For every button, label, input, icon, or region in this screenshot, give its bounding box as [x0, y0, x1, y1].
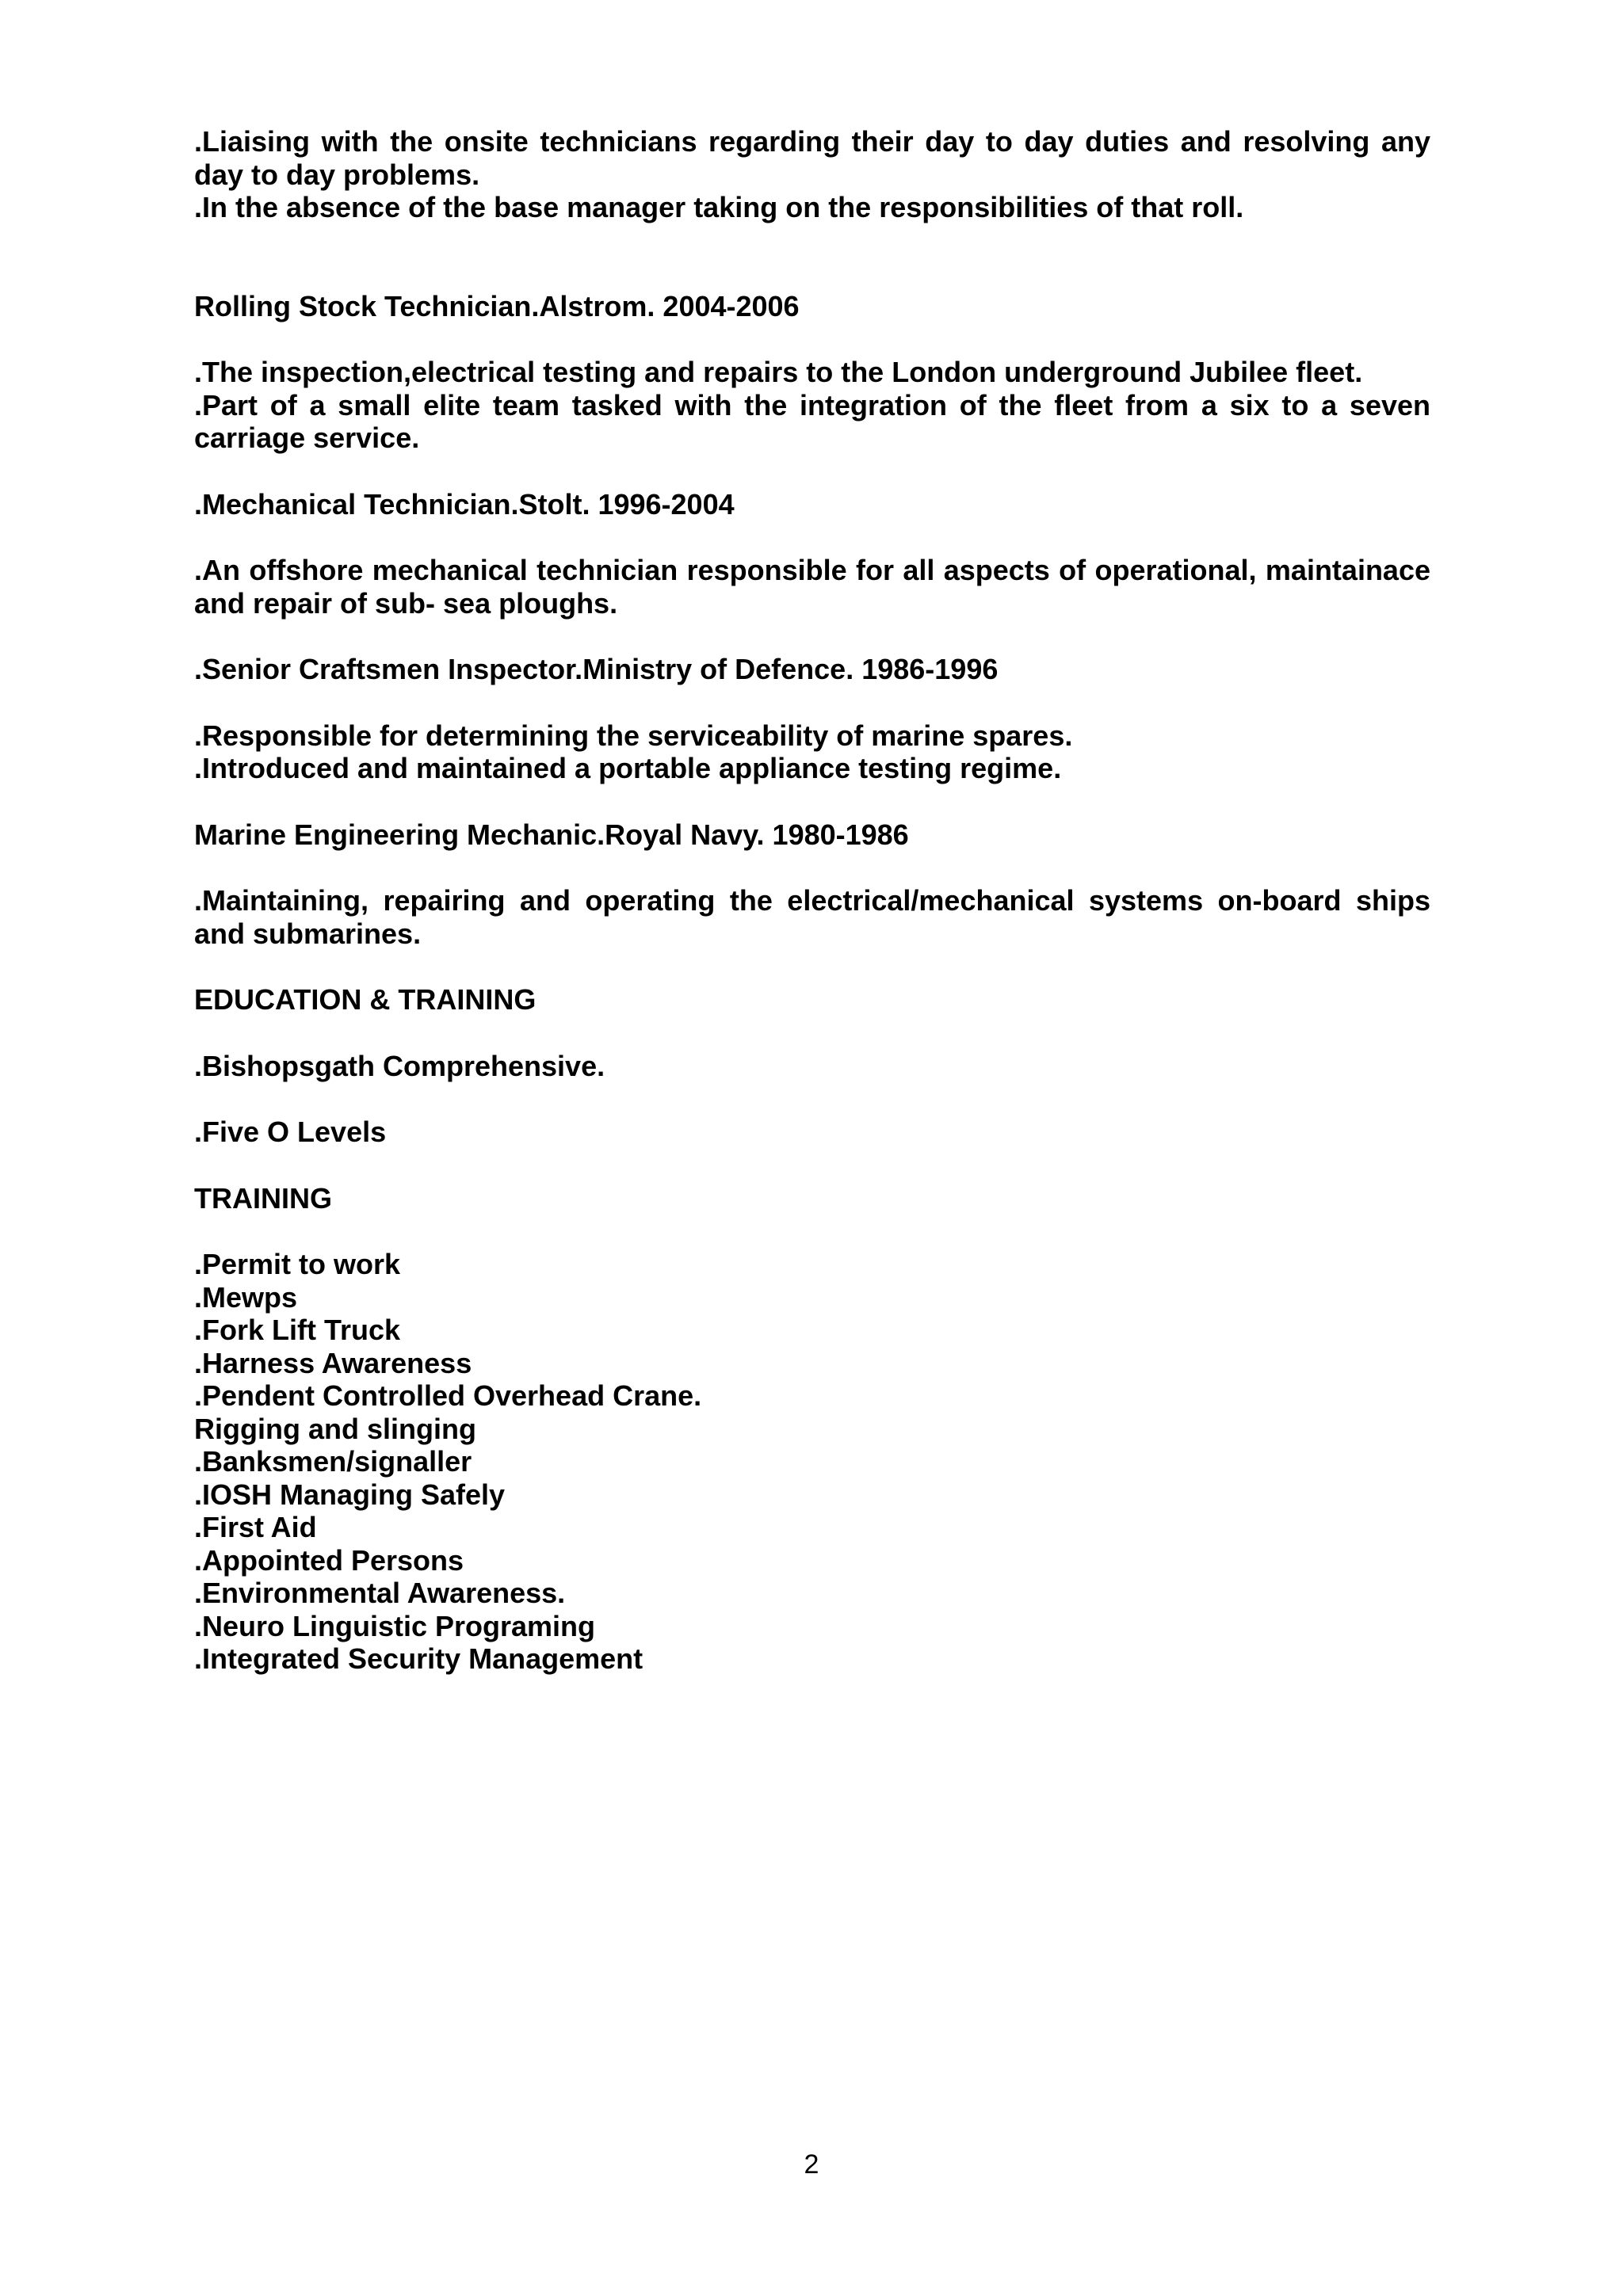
duty-line: .In the absence of the base manager taking on the responsibilities of that roll. — [194, 191, 1244, 223]
duty-line: .Liaising with the onsite technicians regarding their day to day duties and resolving any day to day problems. — [194, 125, 1430, 191]
spacer — [194, 455, 1430, 488]
spacer — [194, 950, 1430, 983]
training-item: .Fork Lift Truck — [194, 1314, 401, 1346]
spacer — [194, 521, 1430, 554]
education-school: .Bishopsgath Comprehensive. — [194, 1049, 605, 1082]
duty-line: .Responsible for determining the serviceability of marine spares. — [194, 719, 1073, 752]
spacer — [194, 1016, 1430, 1050]
training-item: .Pendent Controlled Overhead Crane. — [194, 1379, 702, 1412]
section-heading-training: TRAINING — [194, 1181, 332, 1215]
duty-line: .Maintaining, repairing and operating the electrical/mechanical systems on-board ships and submarines. — [194, 884, 1430, 950]
job-heading: .Senior Craftsmen Inspector.Ministry of Defence. 1986-1996 — [194, 653, 999, 685]
training-item: .Environmental Awareness. — [194, 1577, 566, 1609]
duty-line: .Introduced and maintained a portable appliance testing regime. — [194, 752, 1062, 784]
training-item: .Integrated Security Management — [194, 1642, 643, 1675]
training-item: .Neuro Linguistic Programing — [194, 1609, 596, 1642]
duty-line: .An offshore mechanical technician responsible for all aspects of operational, maintainace and repair of sub- sea ploughs. — [194, 554, 1430, 620]
spacer — [194, 785, 1430, 818]
spacer — [194, 1149, 1430, 1182]
job-heading: Marine Engineering Mechanic.Royal Navy. 1980-1986 — [194, 818, 909, 851]
training-item: .Appointed Persons — [194, 1543, 464, 1577]
spacer — [194, 620, 1430, 653]
duty-line: .The inspection,electrical testing and repairs to the London underground Jubilee fleet. — [194, 356, 1363, 388]
section-heading-education: EDUCATION & TRAINING — [194, 983, 537, 1016]
duty-line: .Part of a small elite team tasked with the integration of the fleet from a six to a seven carriage service. — [194, 388, 1430, 454]
education-qualification: .Five O Levels — [194, 1116, 387, 1148]
spacer — [194, 224, 1430, 290]
training-item: .Harness Awareness — [194, 1346, 472, 1379]
job-heading: Rolling Stock Technician.Alstrom. 2004-2006 — [194, 289, 800, 322]
spacer — [194, 1082, 1430, 1116]
spacer — [194, 686, 1430, 719]
training-item: Rigging and slinging — [194, 1412, 476, 1445]
training-item: .IOSH Managing Safely — [194, 1478, 506, 1511]
training-item: .Permit to work — [194, 1248, 401, 1280]
spacer — [194, 851, 1430, 884]
training-item: .Banksmen/signaller — [194, 1445, 472, 1478]
spacer — [194, 1215, 1430, 1248]
page-number: 2 — [804, 2149, 819, 2180]
job-heading: .Mechanical Technician.Stolt. 1996-2004 — [194, 487, 735, 521]
page-content — [194, 125, 1430, 1676]
training-item: .First Aid — [194, 1511, 317, 1543]
spacer — [194, 322, 1430, 356]
training-item: .Mewps — [194, 1280, 298, 1314]
